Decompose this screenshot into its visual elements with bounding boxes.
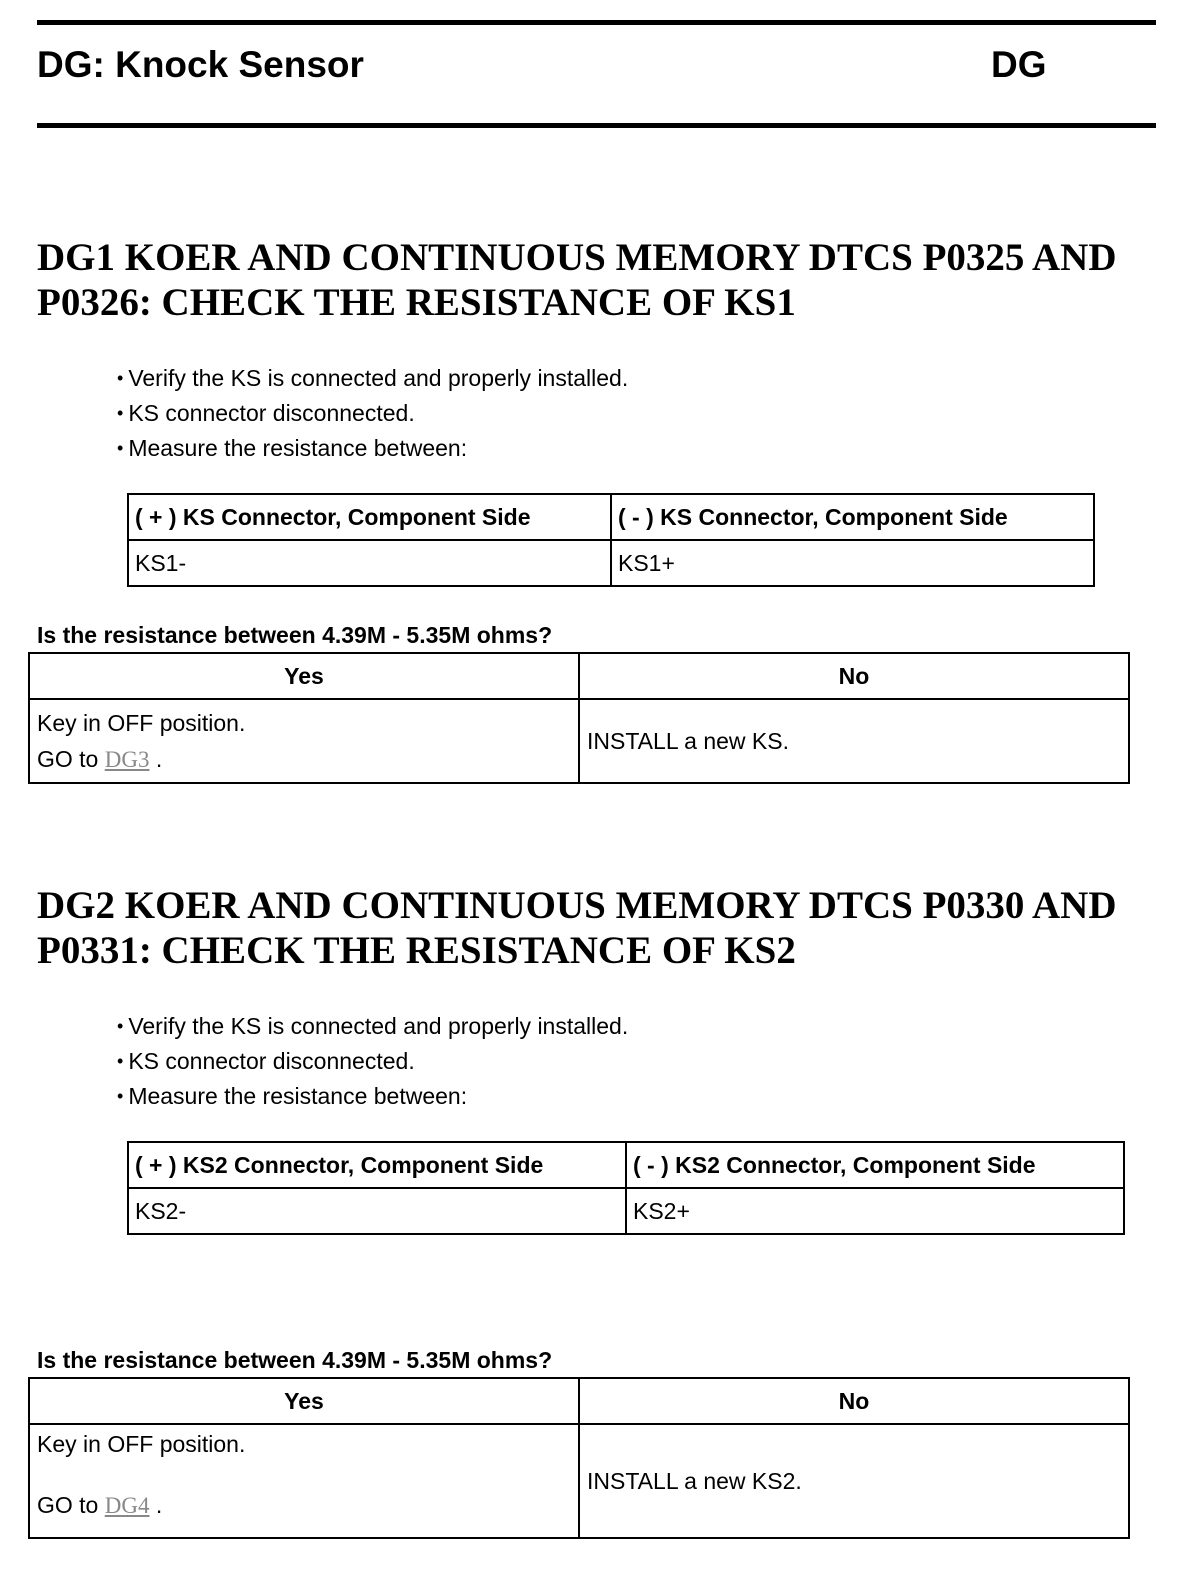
table-row [29,699,1129,783]
no-cell: INSTALL a new KS2. [579,1424,1129,1538]
go-prefix: GO to [37,1492,99,1518]
table-header-row [128,1142,1124,1188]
yes-header: Yes [29,1378,579,1424]
decision-table [28,652,1130,784]
yes-action: Key in OFF position. [37,1431,246,1457]
section-title-line: P0326: CHECK THE RESISTANCE OF KS1 [37,281,796,324]
yes-cell [29,1424,579,1538]
table-header-row [128,494,1094,540]
table-cell: KS2+ [626,1188,1124,1234]
connector-table [127,1141,1125,1235]
table-header-row [29,653,1129,699]
go-suffix: . [155,745,163,772]
no-cell: INSTALL a new KS. [579,699,1129,783]
yes-header: Yes [29,653,579,699]
go-prefix: GO to [37,745,99,772]
section-title-line: DG2 KOER AND CONTINUOUS MEMORY DTCS P0330 AND [37,884,1117,927]
question-text: Is the resistance between 4.39M - 5.35M ohms? [37,1347,553,1373]
instruction-list [117,1010,628,1115]
question-text: Is the resistance between 4.39M - 5.35M ohms? [37,622,553,648]
table-row [128,540,1094,586]
column-header: ( + ) KS2 Connector, Component Side [128,1142,626,1188]
section-title-line: DG1 KOER AND CONTINUOUS MEMORY DTCS P0325 AND [37,236,1117,279]
no-header: No [579,653,1129,699]
instruction-item: • KS connector disconnected. [117,1045,628,1080]
instruction-item: • Verify the KS is connected and properly installed. [117,1010,628,1045]
section-title-dg2 [37,883,1157,973]
instruction-item: • KS connector disconnected. [117,397,628,432]
yes-go-line [37,741,571,778]
table-row [29,1424,1129,1538]
yes-action: Key in OFF position. [37,709,246,736]
column-header: ( + ) KS Connector, Component Side [128,494,611,540]
page-title: DG: Knock Sensor [37,44,364,85]
table-header-row [29,1378,1129,1424]
table-row [128,1188,1124,1234]
table-cell: KS1+ [611,540,1094,586]
go-link-dg3[interactable]: DG3 [104,746,150,772]
no-header: No [579,1378,1129,1424]
column-header: ( - ) KS2 Connector, Component Side [626,1142,1124,1188]
top-rule [37,20,1156,25]
table-cell: KS2- [128,1188,626,1234]
section-title-dg1 [37,235,1157,325]
page-code: DG [991,44,1047,85]
go-suffix: . [155,1492,163,1518]
header-rule [37,123,1156,128]
yes-cell [29,699,579,783]
connector-table [127,493,1095,587]
instruction-list [117,362,628,467]
go-link-dg4[interactable]: DG4 [104,1493,150,1518]
yes-go-line [37,1492,571,1519]
column-header: ( - ) KS Connector, Component Side [611,494,1094,540]
instruction-item: • Measure the resistance between: [117,432,628,467]
section-title-line: P0331: CHECK THE RESISTANCE OF KS2 [37,929,796,972]
instruction-item: • Verify the KS is connected and properly installed. [117,362,628,397]
table-cell: KS1- [128,540,611,586]
decision-table [28,1377,1130,1539]
instruction-item: • Measure the resistance between: [117,1080,628,1115]
